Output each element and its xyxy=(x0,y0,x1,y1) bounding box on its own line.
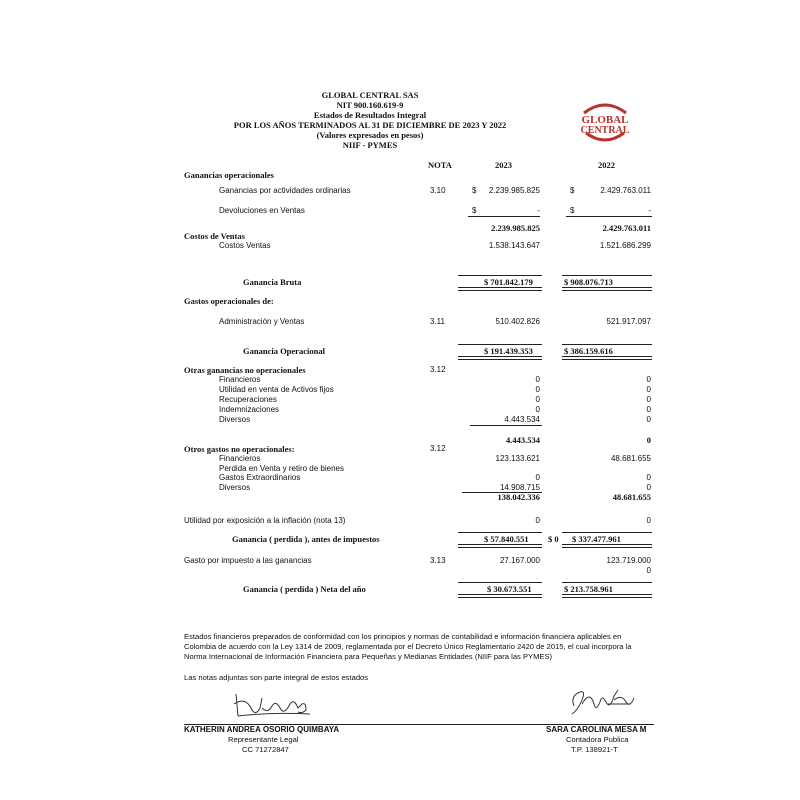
row-inflacion-2022: 0 xyxy=(646,516,651,525)
double-rule xyxy=(562,287,652,291)
notes-statement: Las notas adjuntas son parte integral de estos estados xyxy=(184,673,369,682)
rule xyxy=(562,532,652,533)
underline xyxy=(468,216,540,217)
row-actividades-2022: 2.429.763.011 xyxy=(600,186,651,195)
rule xyxy=(458,344,542,345)
standard: NIIF - PYMES xyxy=(342,140,398,150)
otras-item-2022: 0 xyxy=(646,415,651,424)
subtotal1-2022: 2.429.763.011 xyxy=(602,223,651,233)
row-costos-label: Costos Ventas xyxy=(219,241,271,250)
rule xyxy=(458,275,542,276)
ganancia-operacional-2023: $ 191.439.353 xyxy=(484,346,533,356)
row-admin-2022: 521.917.097 xyxy=(606,317,651,326)
row-actividades-label: Ganancias por actividades ordinarias xyxy=(219,186,351,195)
signature-left xyxy=(232,686,312,727)
rule xyxy=(458,582,542,583)
antes-impuestos-2023: $ 57.840.551 xyxy=(484,534,529,544)
row-inflacion-2023: 0 xyxy=(535,516,540,525)
otros-gastos-item-label: Gastos Extraordinarios xyxy=(219,473,301,482)
subtotal1-2023: 2.239.985.825 xyxy=(491,223,540,233)
row-devoluciones-cur-2022: $ xyxy=(570,206,575,215)
double-rule xyxy=(458,544,542,548)
nit: NIT 900.160.619-9 xyxy=(336,100,404,110)
ganancia-neta-2023: $ 30.673.551 xyxy=(487,584,532,594)
otros-gastos-item-2022: 0 xyxy=(646,483,651,492)
signer-left-role: Representante Legal xyxy=(228,735,299,744)
otras-total-2023: 4.443.534 xyxy=(506,435,540,445)
double-rule xyxy=(562,356,652,360)
otras-item-2022: 0 xyxy=(646,375,651,384)
otras-item-2022: 0 xyxy=(646,385,651,394)
col-2022: 2022 xyxy=(598,160,615,170)
row-impuesto-label: Gasto por impuesto a las ganancias xyxy=(184,556,312,565)
col-2023: 2023 xyxy=(495,160,512,170)
row-actividades-2023: 2.239.985.825 xyxy=(488,186,540,195)
otras-item-2022: 0 xyxy=(646,395,651,404)
section-otras-ganancias: Otras ganancias no operacionales xyxy=(184,365,306,375)
currency-note: (Valores expresados en pesos) xyxy=(316,130,424,140)
otros-gastos-item-2023: 123.133.621 xyxy=(495,454,540,463)
otras-item-2023: 0 xyxy=(535,405,540,414)
otras-item-2023: 0 xyxy=(535,395,540,404)
compliance-paragraph: Estados financieros preparados de conformidad con los principios y normas de contabilidad e información financiera aplicables en Colombia de acuerdo con la Ley 1314 de 2009, reglamentada por el Decreto Único Reglamentario 2420 de 2015, el cual incorpora la Norma Internacional de Información Financiera para Pequeñas y Medianas Entidades (NIIF para las PYMES) xyxy=(184,632,632,661)
double-rule xyxy=(458,287,542,291)
underline xyxy=(566,216,652,217)
underline xyxy=(470,425,542,426)
double-rule xyxy=(562,594,652,598)
ganancia-bruta-label: Ganancia Bruta xyxy=(243,277,302,287)
row-costos-2023: 1.538.143.647 xyxy=(488,241,540,250)
row-inflacion-label: Utilidad por exposición a la inflación (nota 13) xyxy=(184,516,346,525)
otros-gastos-total-2023: 138.042.336 xyxy=(497,492,540,502)
signer-left-id: CC 71272847 xyxy=(242,745,289,754)
row-impuesto-2023: 27.167.000 xyxy=(499,556,540,565)
antes-impuestos-2022: $ 337.477.961 xyxy=(572,534,621,544)
otras-item-2023: 4.443.534 xyxy=(504,415,540,424)
svg-text:GLOBAL: GLOBAL xyxy=(581,114,629,126)
antes-impuestos-mid: $ 0 xyxy=(548,534,559,544)
row-impuesto-2022-extra: 0 xyxy=(646,566,651,575)
rule xyxy=(562,275,652,276)
signature-right xyxy=(568,684,638,725)
row-impuesto-2022: 123.719.000 xyxy=(606,556,651,565)
ganancia-bruta-2022: $ 908.076.713 xyxy=(564,277,613,287)
otras-item-2023: 0 xyxy=(535,385,540,394)
col-nota: NOTA xyxy=(428,160,452,170)
rule xyxy=(562,582,652,583)
rule xyxy=(562,344,652,345)
otras-item-label: Recuperaciones xyxy=(219,395,277,404)
row-devoluciones-2022: - xyxy=(648,206,651,215)
signer-right-id: T.P. 138921-T xyxy=(571,745,618,754)
row-admin-nota: 3.11 xyxy=(430,317,445,326)
ganancia-neta-label: Ganancia ( perdida ) Neta del año xyxy=(243,584,366,594)
ganancia-neta-2022: $ 213.758.961 xyxy=(564,584,613,594)
otros-gastos-item-label: Perdida en Venta y retiro de bienes xyxy=(219,464,344,473)
row-admin-2023: 510.402.826 xyxy=(495,317,540,326)
otros-gastos-item-2023: 14.908.715 xyxy=(499,483,540,492)
company-logo xyxy=(578,95,632,149)
company-name: GLOBAL CENTRAL SAS xyxy=(321,90,419,100)
otras-ganancias-nota: 3.12 xyxy=(430,365,446,374)
otras-item-label: Financieros xyxy=(219,375,261,384)
otras-item-label: Utilidad en venta de Activos fijos xyxy=(219,385,334,394)
section-costos-ventas: Costos de Ventas xyxy=(184,231,245,241)
section-gastos-operacionales: Gastos operacionales de: xyxy=(184,296,274,306)
otras-item-label: Indemnizaciones xyxy=(219,405,280,414)
svg-text:CENTRAL: CENTRAL xyxy=(580,125,630,136)
report-title: Estados de Resultados Integral xyxy=(313,110,427,120)
otros-gastos-total-2022: 48.681.655 xyxy=(612,492,651,502)
signer-left-name: KATHERIN ANDREA OSORIO QUIMBAYA xyxy=(184,725,340,734)
section-otros-gastos: Otros gastos no operacionales: xyxy=(184,444,295,454)
antes-impuestos-label: Ganancia ( perdida ), antes de impuestos xyxy=(232,534,380,544)
ganancia-operacional-2022: $ 386.159.616 xyxy=(564,346,613,356)
row-actividades-cur-2022: $ xyxy=(570,186,575,195)
signer-right-name: SARA CAROLINA MESA M xyxy=(546,725,647,734)
ganancia-operacional-label: Ganancia Operacional xyxy=(243,346,325,356)
otros-gastos-nota: 3.12 xyxy=(430,444,446,453)
row-devoluciones-cur-2023: $ xyxy=(472,206,477,215)
otros-gastos-item-label: Financieros xyxy=(219,454,261,463)
otras-total-2022: 0 xyxy=(646,435,651,445)
report-period: POR LOS AÑOS TERMINADOS AL 31 DE DICIEMBRE DE 2023 Y 2022 xyxy=(233,120,507,130)
otras-item-2022: 0 xyxy=(646,405,651,414)
double-rule xyxy=(458,594,542,598)
otros-gastos-item-2022: 0 xyxy=(646,473,651,482)
row-actividades-nota: 3.10 xyxy=(430,186,446,195)
section-ganancias-operacionales: Ganancias operacionales xyxy=(184,170,274,180)
ganancia-bruta-2023: $ 701.842.179 xyxy=(484,277,533,287)
otras-item-2023: 0 xyxy=(535,375,540,384)
double-rule xyxy=(458,356,542,360)
otros-gastos-item-2023: 0 xyxy=(535,473,540,482)
rule xyxy=(458,532,542,533)
row-costos-2022: 1.521.686.299 xyxy=(599,241,651,250)
otras-item-label: Diversos xyxy=(219,415,251,424)
double-rule xyxy=(562,544,652,548)
row-actividades-cur-2023: $ xyxy=(472,186,477,195)
otros-gastos-item-2022: 48.681.655 xyxy=(610,454,651,463)
row-impuesto-nota: 3.13 xyxy=(430,556,446,565)
row-admin-label: Administración y Ventas xyxy=(219,317,305,326)
row-devoluciones-2023: - xyxy=(537,206,540,215)
otros-gastos-item-label: Diversos xyxy=(219,483,251,492)
signer-right-role: Contadora Publica xyxy=(566,735,629,744)
row-devoluciones-label: Devoluciones en Ventas xyxy=(219,206,305,215)
